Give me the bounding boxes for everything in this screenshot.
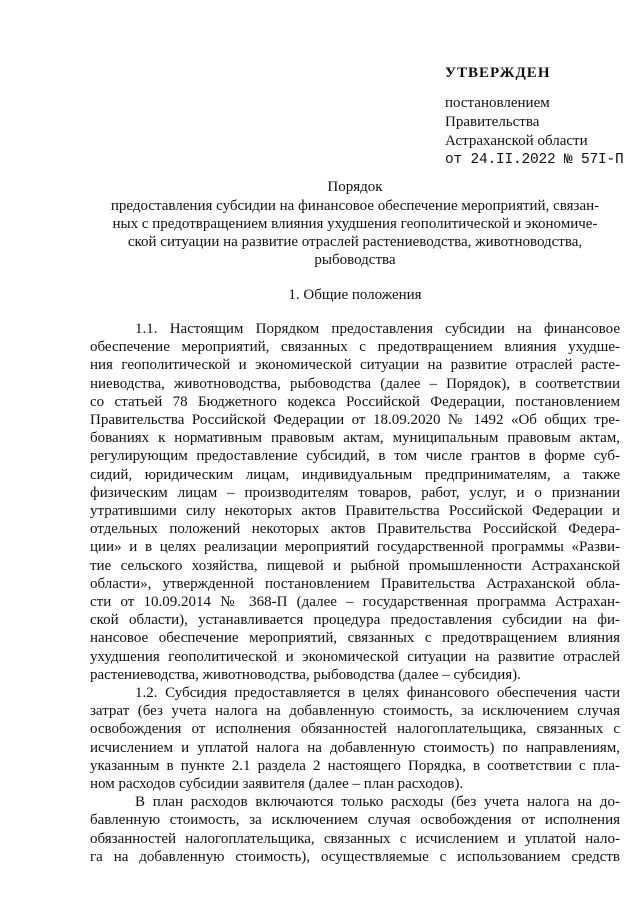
paragraph-line: ской области), устанавливается процедура предоставления субсидии на фи- xyxy=(90,612,620,629)
paragraph-line: со статьей 78 Бюджетного кодекса Российской Федерации, постановлением xyxy=(90,393,620,410)
paragraph-line: физическим лицам – производителям товаров, работ, услуг, и о признании xyxy=(90,484,620,501)
paragraph-line: регулирующим предоставление субсидий, в том числе грантов в форме суб- xyxy=(90,448,620,465)
title-line: рыбоводства xyxy=(314,252,396,268)
paragraph-line: бованиях к нормативным правовым актам, муниципальным правовым актам, xyxy=(90,430,620,447)
document-body xyxy=(90,320,620,866)
approval-line-2: Правительства xyxy=(445,114,540,130)
section-heading: 1. Общие положения xyxy=(288,287,422,303)
paragraph-line: ния геополитической и экономической ситуации на развитие отраслей расте- xyxy=(90,357,620,374)
paragraph-line: 1.2. Субсидия предоставляется в целях финансового обеспечения части xyxy=(135,685,620,702)
paragraph-line: обязанностей налогоплательщика, связанных с исчислением и уплатой нало- xyxy=(90,830,620,847)
approval-line-1: постановлением xyxy=(445,95,550,111)
approval-stamp xyxy=(445,64,624,170)
title-line: предоставления субсидии на финансовое обеспечение мероприятий, связан- xyxy=(110,198,600,214)
paragraph-line: ухудшения геополитической и экономической ситуации на развитие отраслей xyxy=(90,648,620,665)
title-line: ных с предотвращением влияния ухудшения геополитической и экономиче- xyxy=(112,216,598,232)
paragraph-line: ном расходов субсидии заявителя (далее – план расходов). xyxy=(90,776,464,793)
paragraph-line: нансовое обеспечение мероприятий, связанных с предотвращением влияния xyxy=(90,630,620,647)
paragraph-line: области», утвержденной постановлением Правительства Астраханской обла- xyxy=(90,575,620,592)
paragraph-line: бавленную стоимость, за исключением случая освобождения от исполнения xyxy=(90,812,620,829)
paragraph-line: 1.1. Настоящим Порядком предоставления субсидии на финансовое xyxy=(135,321,620,337)
paragraph-line: сти от 10.09.2014 № 368-П (далее – государственная программа Астрахан- xyxy=(90,594,620,611)
paragraph xyxy=(90,684,620,793)
approval-line-3: Астраханской области xyxy=(445,133,588,149)
paragraph xyxy=(90,320,620,684)
paragraph-line: сидий, юридическим лицам, индивидуальным предпринимателям, а также xyxy=(90,466,620,483)
paragraph-line: ции» и в целях реализации мероприятий государственной программы «Разви- xyxy=(90,539,620,556)
document-title xyxy=(90,178,620,269)
paragraph-line: Правительства Российской Федерации от 18.09.2020 № 1492 «Об общих тре- xyxy=(90,412,620,429)
paragraph-line: растениеводства, животноводства, рыбоводства (далее – субсидия). xyxy=(90,666,521,683)
paragraph-line: обеспечение мероприятий, связанных с предотвращением влияния ухудше- xyxy=(90,339,620,356)
paragraph-line: освобождения от исполнения обязанностей налогоплательщика, связанных с xyxy=(90,721,620,738)
paragraph-line: указанным в пункте 2.1 раздела 2 настоящего Порядка, в соответствии с пла- xyxy=(90,757,620,774)
paragraph-line: утратившими силу некоторых актов Правительства Российской Федерации и xyxy=(90,503,620,520)
title-line: ской ситуации на развитие отраслей растениеводства, животноводства, xyxy=(127,234,583,250)
paragraph-line: отдельных положений некоторых актов Правительства Российской Федера- xyxy=(90,521,620,538)
paragraph-line: га на добавленную стоимость), осуществляемые с использованием средств xyxy=(90,848,620,865)
paragraph xyxy=(90,793,620,866)
paragraph-line: исчислением и уплатой налога на добавленную стоимость) по направлениям, xyxy=(90,739,620,756)
paragraph-line: тие сельского хозяйства, пищевой и рыбной промышленности Астраханской xyxy=(90,557,620,574)
approval-date-number: от 24.II.2022 № 57I-П xyxy=(445,152,624,168)
approval-heading: УТВЕРЖДЕН xyxy=(445,65,551,81)
title-name: Порядок xyxy=(327,179,383,195)
paragraph-line: затрат (без учета налога на добавленную стоимость, за исключением случая xyxy=(90,703,620,720)
paragraph-line: В план расходов включаются только расходы (без учета налога на до- xyxy=(135,794,620,811)
paragraph-line: ниеводства, животноводства, рыбоводства (далее – Порядок), в соответствии xyxy=(90,375,620,392)
